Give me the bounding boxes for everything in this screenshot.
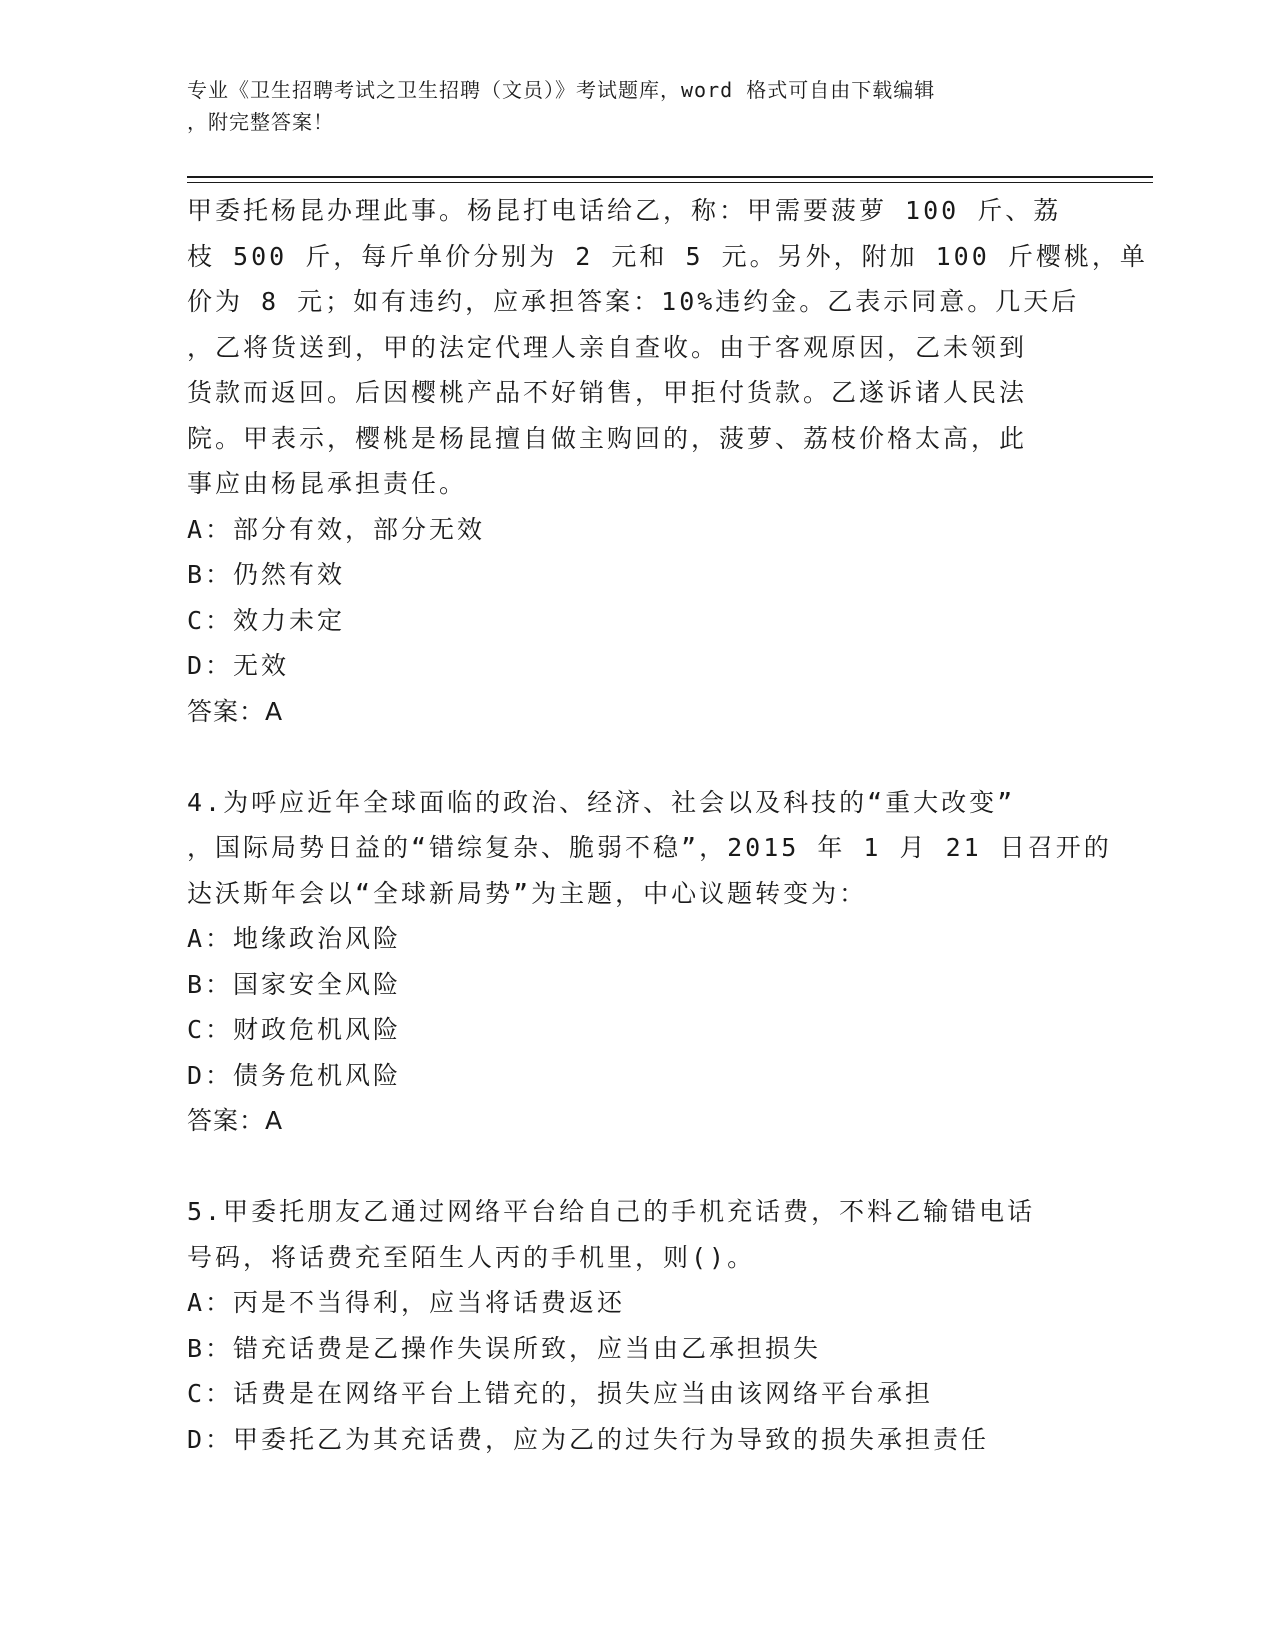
question-4 xyxy=(187,780,1112,1144)
question-stem-line: 枝 500 斤，每斤单价分别为 2 元和 5 元。另外，附加 100 斤樱桃，单 xyxy=(187,241,1148,271)
option-a: A：部分有效，部分无效 xyxy=(187,514,486,544)
spacer xyxy=(187,1144,1087,1190)
header-line-1: 专业《卫生招聘考试之卫生招聘（文员）》考试题库，word 格式可自由下载编辑 xyxy=(187,78,936,102)
page-header xyxy=(187,74,1067,138)
option-a: A：丙是不当得利，应当将话费返还 xyxy=(187,1288,626,1317)
header-divider xyxy=(187,176,1153,183)
option-d: D：无效 xyxy=(187,651,290,680)
option-b: B：仍然有效 xyxy=(187,560,346,589)
option-c: C：话费是在网络平台上错充的，损失应当由该网络平台承担 xyxy=(187,1379,934,1408)
question-stem-line: 达沃斯年会以“全球新局势”为主题，中心议题转变为： xyxy=(187,878,868,908)
question-stem-line: 甲委托杨昆办理此事。杨昆打电话给乙，称：甲需要菠萝 100 斤、荔 xyxy=(187,196,1062,225)
question-stem-line: 号码，将话费充至陌生人丙的手机里，则()。 xyxy=(187,1242,756,1272)
option-d: D：甲委托乙为其充话费，应为乙的过失行为导致的损失承担责任 xyxy=(187,1424,990,1454)
question-3 xyxy=(187,188,1148,734)
question-stem-line: ，乙将货送到，甲的法定代理人亲自查收。由于客观原因，乙未领到 xyxy=(187,332,1028,362)
option-b: B：国家安全风险 xyxy=(187,969,402,999)
question-stem-line: 5.甲委托朋友乙通过网络平台给自己的手机充话费，不料乙输错电话 xyxy=(187,1197,1036,1226)
option-d: D：债务危机风险 xyxy=(187,1060,402,1090)
question-stem-line: 价为 8 元；如有违约，应承担答案：10%违约金。乙表示同意。几天后 xyxy=(187,287,1080,316)
header-line-2: ，附完整答案！ xyxy=(187,110,334,134)
question-stem-line: 4.为呼应近年全球面临的政治、经济、社会以及科技的“重大改变” xyxy=(187,787,1016,817)
question-5 xyxy=(187,1189,1087,1462)
spacer xyxy=(187,734,1087,780)
question-stem-line: 货款而返回。后因樱桃产品不好销售，甲拒付货款。乙遂诉诸人民法 xyxy=(187,378,1028,407)
question-stem-line: ，国际局势日益的“错综复杂、脆弱不稳”，2015 年 1 月 21 日召开的 xyxy=(187,833,1112,862)
option-b: B：错充话费是乙操作失误所致，应当由乙承担损失 xyxy=(187,1333,822,1363)
question-content xyxy=(187,188,1148,1462)
option-c: C：效力未定 xyxy=(187,605,346,635)
question-stem-line: 事应由杨昆承担责任。 xyxy=(187,469,468,498)
answer-label: 答案：A xyxy=(187,1106,284,1135)
answer-label: 答案：A xyxy=(187,696,284,726)
option-a: A：地缘政治风险 xyxy=(187,924,402,953)
option-c: C：财政危机风险 xyxy=(187,1015,402,1044)
question-stem-line: 院。甲表示，樱桃是杨昆擅自做主购回的，菠萝、荔枝价格太高，此 xyxy=(187,423,1028,453)
